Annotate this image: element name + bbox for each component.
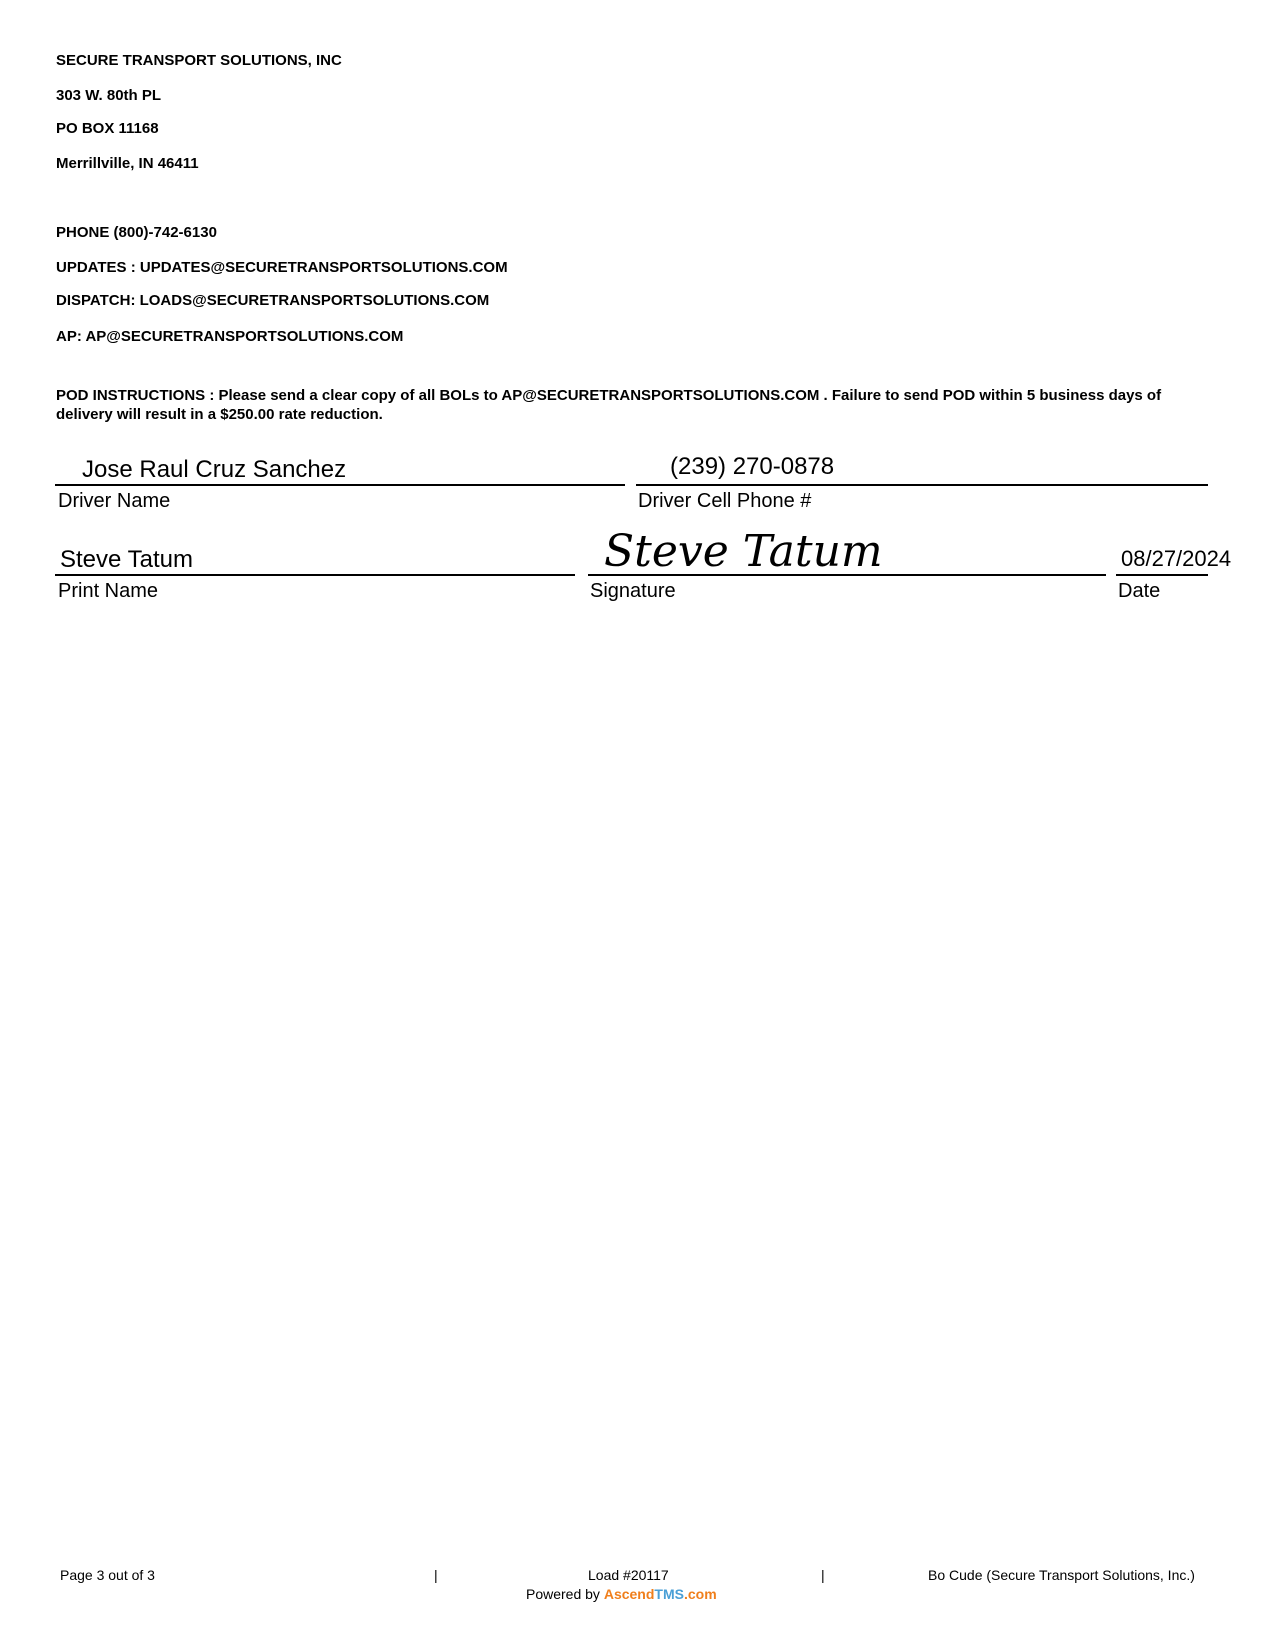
- powered-by-text: Powered by: [526, 1586, 600, 1602]
- driver-name-line: [55, 484, 625, 486]
- driver-name-value: Jose Raul Cruz Sanchez: [82, 456, 347, 483]
- footer-page-number: Page 3 out of 3: [60, 1567, 155, 1583]
- brand-com: .com: [683, 1586, 717, 1602]
- dispatch-email: DISPATCH: LOADS@SECURETRANSPORTSOLUTIONS.COM: [56, 292, 490, 309]
- footer-user: Bo Cude (Secure Transport Solutions, Inc.): [928, 1567, 1195, 1583]
- signature-label: Signature: [590, 580, 676, 602]
- updates-email: UPDATES : UPDATES@SECURETRANSPORTSOLUTIONS.COM: [56, 259, 508, 276]
- date-value: 08/27/2024: [1121, 546, 1232, 571]
- footer-powered-by: [526, 1586, 717, 1602]
- footer-separator-left: |: [434, 1567, 438, 1583]
- address-line-2: PO BOX 11168: [56, 120, 159, 137]
- address-line-1: 303 W. 80th PL: [56, 87, 162, 104]
- driver-name-label: Driver Name: [58, 490, 171, 512]
- date-label: Date: [1118, 580, 1161, 602]
- footer-load-number: Load #20117: [588, 1567, 669, 1583]
- brand-tms: TMS: [654, 1586, 684, 1602]
- company-phone: PHONE (800)-742-6130: [56, 224, 217, 241]
- footer-separator-right: |: [821, 1567, 825, 1583]
- handwritten-signature: [600, 524, 900, 576]
- signature-line: [588, 574, 1106, 576]
- print-name-value: Steve Tatum: [60, 546, 193, 573]
- signature-script: Steve Tatum: [604, 526, 883, 576]
- city-state-zip: Merrillville, IN 46411: [56, 155, 199, 172]
- driver-phone-label: Driver Cell Phone #: [638, 490, 812, 512]
- brand-ascend: Ascend: [603, 1586, 655, 1602]
- driver-phone-value: (239) 270-0878: [670, 453, 835, 480]
- print-name-line: [55, 574, 575, 576]
- date-line: [1116, 574, 1208, 576]
- print-name-label: Print Name: [58, 580, 159, 602]
- pod-instructions: POD INSTRUCTIONS : Please send a clear copy of all BOLs to AP@SECURETRANSPORTSOLUTIONS.COM . Failure to send POD within 5 business days of delivery will result in a $250.00 rate reduction.: [56, 387, 1162, 423]
- company-name: SECURE TRANSPORT SOLUTIONS, INC: [56, 52, 342, 69]
- ap-email: AP: AP@SECURETRANSPORTSOLUTIONS.COM: [56, 328, 404, 345]
- driver-phone-line: [636, 484, 1208, 486]
